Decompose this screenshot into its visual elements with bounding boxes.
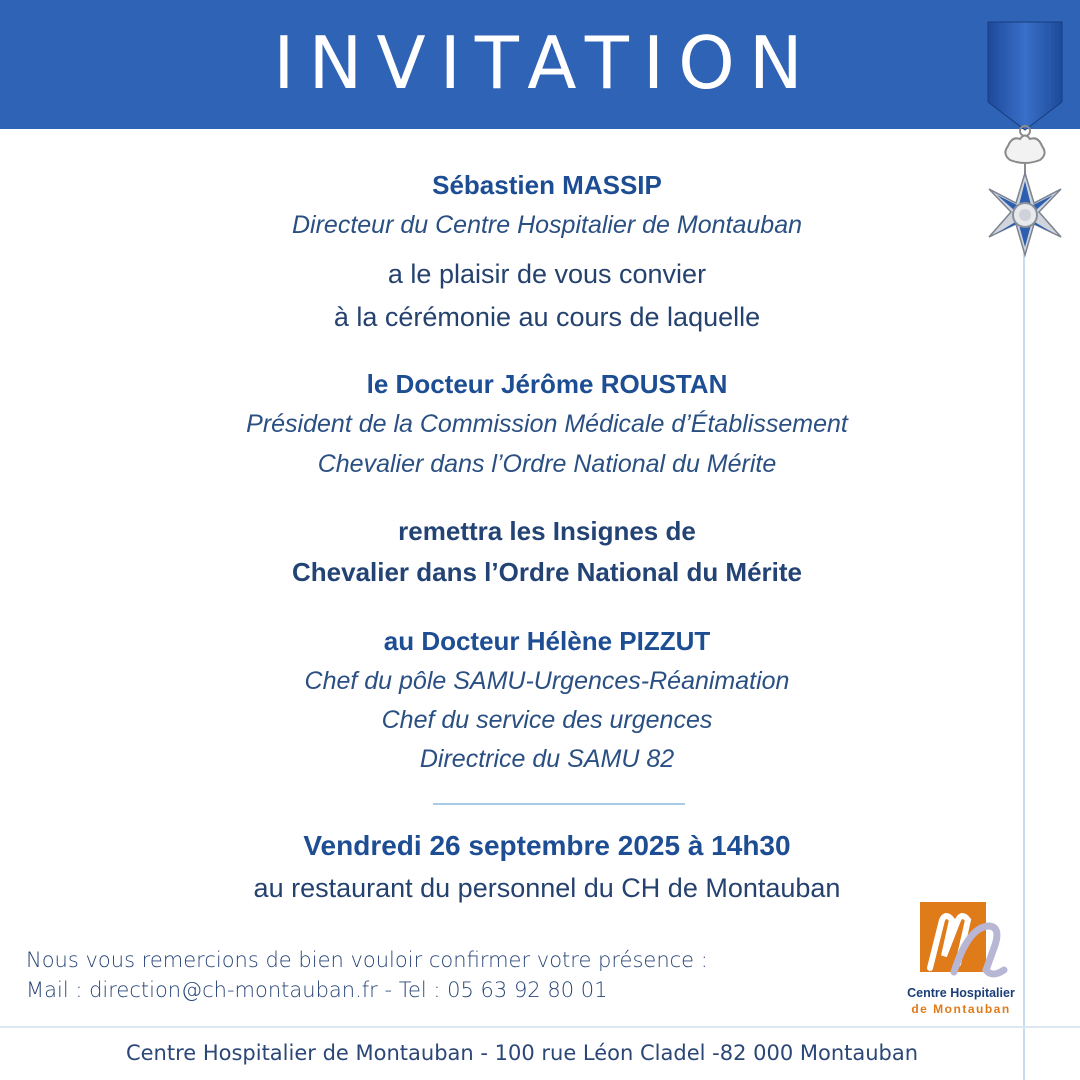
recipient-role-2: Chef du service des urgences: [381, 706, 713, 734]
award-line-2: Chevalier dans l’Ordre National du Mérite: [291, 557, 803, 587]
recipient-name: au Docteur Hélène PIZZUT: [383, 626, 711, 656]
recipient-role-3: Directrice du SAMU 82: [419, 745, 675, 773]
presenter-role-1: Président de la Commission Médicale d’Établissement: [246, 410, 848, 438]
rsvp-contact: Mail : direction@ch-montauban.fr - Tel : 05 63 92 80 01: [26, 978, 608, 1002]
recipient-role-1: Chef du pôle SAMU-Urgences-Réanimation: [304, 667, 790, 695]
logo-text-1: Centre Hospitalier: [907, 986, 1015, 1000]
host-name: Sébastien MASSIP: [432, 170, 662, 200]
header-banner: [0, 0, 1080, 129]
hospital-logo: [896, 898, 1026, 1020]
host-role: Directeur du Centre Hospitalier de Montauban: [292, 211, 802, 239]
section-divider: [433, 803, 685, 805]
intro-line-2: à la cérémonie au cours de laquelle: [333, 302, 761, 332]
logo-text-2: de Montauban: [911, 1002, 1011, 1016]
event-date: Vendredi 26 septembre 2025 à 14h30: [303, 830, 791, 861]
award-line-1: remettra les Insignes de: [398, 516, 696, 546]
page-title: INVITATION: [273, 21, 817, 105]
presenter-role-2: Chevalier dans l’Ordre National du Mérite: [317, 450, 777, 478]
rsvp-line-1: Nous vous remercions de bien vouloir confirmer votre présence :: [26, 948, 708, 972]
intro-line-1: a le plaisir de vous convier: [387, 259, 707, 289]
footer-address: Centre Hospitalier de Montauban - 100 rue Léon Cladel -82 000 Montauban: [125, 1041, 919, 1065]
presenter-name: le Docteur Jérôme ROUSTAN: [366, 369, 728, 399]
hospital-logo-icon: [896, 898, 1026, 986]
footer-divider: [0, 1026, 1080, 1028]
event-place: au restaurant du personnel du CH de Montauban: [253, 873, 841, 903]
